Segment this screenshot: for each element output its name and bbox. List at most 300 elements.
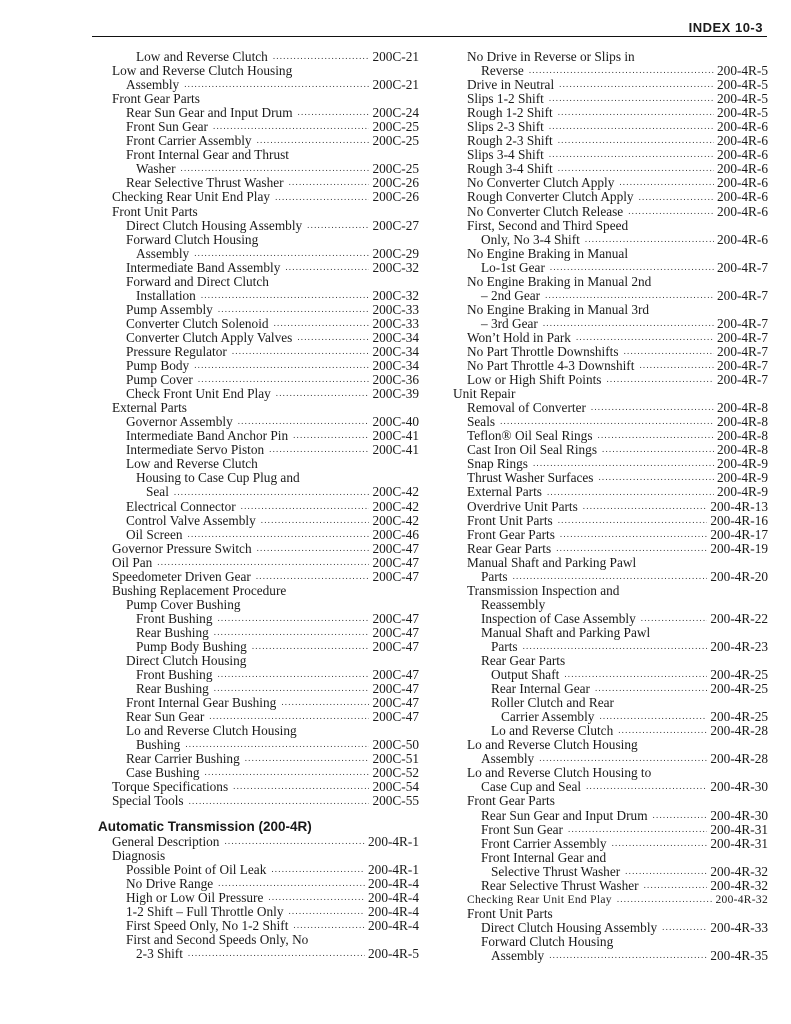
entry-title: Converter Clutch Apply Valves [126, 329, 293, 345]
entry-title: Rear Selective Thrust Washer [126, 175, 284, 191]
index-entry [126, 429, 419, 443]
dot-leader [653, 811, 708, 820]
dot-leader [500, 417, 714, 426]
dot-leader [188, 530, 370, 539]
entry-title: Rear Carrier Bushing [126, 751, 240, 767]
dot-leader [598, 431, 715, 440]
page-reference: 200C-47 [372, 638, 419, 654]
page-reference: 200C-25 [372, 133, 419, 149]
index-entry [126, 905, 419, 919]
entry-title: No Converter Clutch Apply [467, 175, 615, 191]
page-reference: 200-4R-9 [717, 470, 768, 486]
entry-title: Pressure Regulator [126, 343, 227, 359]
page-reference: 200C-47 [372, 681, 419, 697]
index-heading: Front Internal Gear and Thrust [126, 147, 289, 163]
page-reference: 200C-54 [372, 779, 419, 795]
dot-leader [618, 726, 707, 735]
index-entry [112, 794, 419, 808]
index-entry [467, 514, 768, 528]
page-reference: 200-4R-33 [710, 919, 768, 935]
entry-title: Case Cup and Seal [481, 779, 582, 795]
index-entry [126, 331, 419, 345]
dot-leader [558, 516, 708, 525]
dot-leader [181, 164, 370, 173]
page-reference: 200C-50 [372, 737, 419, 753]
page-reference: 200-4R-8 [717, 442, 768, 458]
page-reference: 200C-52 [372, 765, 419, 781]
entry-title: Assembly [126, 77, 180, 93]
index-entry [126, 877, 419, 891]
entry-title: Inspection of Case Assembly [481, 610, 636, 626]
page-reference: 200-4R-7 [717, 358, 768, 374]
entry-title: 2-3 Shift [136, 945, 183, 961]
index-heading: Front Internal Gear and [481, 849, 607, 865]
entry-title: General Description [112, 833, 220, 849]
index-heading: Rear Gear Parts [481, 653, 566, 669]
page-reference: 200-4R-31 [710, 835, 768, 851]
entry-title: Intermediate Servo Piston [126, 442, 265, 458]
index-entry [467, 485, 768, 499]
page-reference: 200C-34 [372, 329, 419, 345]
entry-title: Possible Point of Oil Leak [126, 861, 267, 877]
page-reference: 200C-47 [372, 610, 419, 626]
index-heading: Direct Clutch Housing [126, 653, 247, 669]
index-entry [126, 387, 419, 401]
page-reference: 200-4R-8 [717, 414, 768, 430]
entry-title: Governor Pressure Switch [112, 540, 252, 556]
entry-title: Low and Reverse Clutch [136, 49, 268, 64]
index-heading: Front Gear Parts [112, 91, 200, 107]
entry-title: Parts [491, 638, 518, 654]
page-reference: 200-4R-6 [717, 161, 768, 177]
dot-leader [174, 488, 370, 497]
entry-title: Installation [136, 287, 196, 303]
index-entry [467, 176, 768, 190]
dot-leader [559, 80, 714, 89]
page-reference: 200C-24 [372, 105, 419, 121]
page-reference: 200-4R-4 [368, 903, 419, 919]
dot-leader [612, 839, 708, 848]
entry-title: Lo and Reverse Clutch [491, 723, 614, 739]
index-heading: No Engine Braking in Manual 2nd [467, 273, 652, 289]
index-entry [467, 78, 768, 92]
page-reference: 200-4R-16 [710, 512, 768, 528]
dot-leader [189, 797, 370, 806]
page-reference: 200C-55 [372, 793, 419, 809]
index-entry [481, 780, 768, 794]
entry-title: Washer [136, 161, 176, 177]
index-entry [481, 921, 768, 935]
dot-leader [560, 530, 707, 539]
entry-title: Intermediate Band Anchor Pin [126, 428, 289, 444]
dot-leader [224, 837, 365, 846]
index-entry [136, 162, 419, 176]
dot-leader [274, 319, 370, 328]
dot-leader [533, 459, 714, 468]
index-heading: Lo and Reverse Clutch Housing [467, 737, 638, 753]
dot-leader [558, 164, 714, 173]
dot-leader [639, 361, 714, 370]
entry-title: Teflon® Oil Seal Rings [467, 428, 593, 444]
dot-leader [556, 544, 707, 553]
entry-title: Assembly [136, 245, 190, 261]
entry-title: Oil Pan [112, 554, 153, 570]
index-heading: First, Second and Third Speed [467, 217, 629, 233]
index-entry [481, 837, 768, 851]
page-reference: 200C-47 [372, 695, 419, 711]
entry-title: Rear Bushing [136, 624, 209, 640]
index-entry [126, 373, 419, 387]
page-reference: 200-4R-30 [710, 807, 768, 823]
page-reference: 200-4R-1 [368, 833, 419, 849]
index-heading: No Engine Braking in Manual 3rd [467, 301, 650, 317]
index-entry [481, 823, 768, 837]
dot-leader [628, 207, 714, 216]
entry-title: Converter Clutch Solenoid [126, 315, 269, 331]
header-rule [92, 36, 767, 37]
entry-title: Direct Clutch Housing Assembly [481, 919, 658, 935]
index-entry [126, 176, 419, 190]
page-reference: 200-4R-23 [710, 638, 768, 654]
index-heading: Front Unit Parts [467, 905, 553, 921]
dot-leader [624, 347, 714, 356]
entry-title: Intermediate Band Assembly [126, 259, 281, 275]
dot-leader [617, 895, 713, 904]
page-reference: 200C-41 [372, 428, 419, 444]
entry-title: Front Sun Gear [126, 119, 208, 135]
index-entry [481, 289, 768, 303]
dot-leader [213, 122, 369, 131]
page-reference: 200-4R-6 [717, 119, 768, 135]
index-heading: Transmission Inspection and [467, 582, 620, 598]
page-reference: 200-4R-1 [368, 861, 419, 877]
index-entry [467, 373, 768, 387]
index-entry [467, 120, 768, 134]
index-entry [126, 514, 419, 528]
entry-title: Assembly [481, 751, 535, 767]
page-reference: 200-4R-6 [717, 133, 768, 149]
index-column-left [98, 49, 419, 961]
dot-leader [256, 572, 370, 581]
page-reference: 200-4R-32 [710, 877, 768, 893]
dot-leader [281, 698, 369, 707]
page-reference: 200-4R-32 [715, 893, 768, 906]
index-heading: Forward and Direct Clutch [126, 273, 269, 289]
entry-title: Snap Rings [467, 456, 528, 472]
dot-leader [198, 375, 370, 384]
section-heading: Automatic Transmission (200-4R) [98, 818, 312, 834]
entry-title: Direct Clutch Housing Assembly [126, 217, 303, 233]
entry-title: Assembly [491, 948, 545, 963]
index-entry [136, 50, 419, 64]
index-entry [491, 949, 768, 963]
page-reference: 200C-47 [372, 709, 419, 725]
page-reference: 200C-40 [372, 414, 419, 430]
page-reference: 200C-47 [372, 624, 419, 640]
entry-title: Slips 1-2 Shift [467, 91, 544, 107]
index-entry [126, 219, 419, 233]
page-header: INDEX 10-3 [688, 20, 763, 35]
dot-leader [218, 879, 365, 888]
index-heading: Low and Reverse Clutch Housing [112, 63, 293, 79]
dot-leader [606, 375, 714, 384]
index-entry [481, 809, 768, 823]
entry-title: Front Unit Parts [467, 512, 553, 528]
entry-title: Checking Rear Unit End Play [467, 893, 612, 906]
dot-leader [549, 951, 707, 960]
entry-title: Front Internal Gear Bushing [126, 695, 277, 711]
index-entry [126, 443, 419, 457]
index-heading: No Drive in Reverse or Slips in [467, 49, 635, 64]
page-reference: 200C-36 [372, 372, 419, 388]
index-entry [136, 289, 419, 303]
page-reference: 200-4R-5 [368, 945, 419, 961]
dot-leader [591, 403, 714, 412]
entry-title: No Converter Clutch Release [467, 203, 624, 219]
page-reference: 200-4R-31 [710, 821, 768, 837]
page-reference: 200-4R-9 [717, 456, 768, 472]
dot-leader [245, 754, 370, 763]
entry-title: Rear Bushing [136, 681, 209, 697]
page-reference: 200-4R-7 [717, 259, 768, 275]
dot-leader [599, 712, 707, 721]
entry-title: Oil Screen [126, 526, 183, 542]
index-entry [467, 92, 768, 106]
index-entry [136, 640, 419, 654]
index-entry [467, 205, 768, 219]
dot-leader [549, 122, 714, 131]
index-entry [136, 626, 419, 640]
index-entry [467, 162, 768, 176]
dot-leader [307, 221, 369, 230]
index-entry [491, 640, 768, 654]
index-heading: Unit Repair [453, 386, 516, 402]
index-entry [467, 528, 768, 542]
index-heading: Housing to Case Cup Plug and [136, 470, 300, 486]
dot-leader [271, 865, 365, 874]
dot-leader [558, 136, 714, 145]
index-heading: Lo and Reverse Clutch Housing to [467, 765, 652, 781]
dot-leader [276, 389, 370, 398]
page-reference: 200-4R-25 [710, 709, 768, 725]
index-entry [136, 738, 419, 752]
index-entry [467, 542, 768, 556]
page-reference: 200C-51 [372, 751, 419, 767]
index-entry [112, 570, 419, 584]
dot-leader [550, 263, 714, 272]
index-heading: External Parts [112, 400, 187, 416]
entry-title: Front Carrier Assembly [126, 133, 252, 149]
page-reference: 200-4R-8 [717, 400, 768, 416]
entry-title: Speedometer Driven Gear [112, 568, 251, 584]
index-entry [126, 752, 419, 766]
page-reference: 200-4R-6 [717, 175, 768, 191]
index-entry [467, 457, 768, 471]
index-entry [467, 106, 768, 120]
dot-leader [252, 642, 370, 651]
page-reference: 200C-26 [372, 189, 419, 205]
index-heading: Lo and Reverse Clutch Housing [126, 723, 297, 739]
page-reference: 200C-25 [372, 161, 419, 177]
dot-leader [293, 921, 365, 930]
entry-title: Slips 2-3 Shift [467, 119, 544, 135]
dot-leader [543, 319, 714, 328]
entry-title: Seals [467, 414, 496, 430]
page-reference: 200C-34 [372, 343, 419, 359]
entry-title: Carrier Assembly [501, 709, 595, 725]
entry-title: – 2nd Gear [481, 287, 541, 303]
index-entry [112, 542, 419, 556]
index-entry [136, 947, 419, 961]
entry-title: Pump Assembly [126, 301, 213, 317]
page-reference: 200C-27 [372, 217, 419, 233]
dot-leader [289, 178, 370, 187]
index-entry [126, 134, 419, 148]
page-reference: 200-4R-5 [717, 77, 768, 93]
page-reference: 200-4R-7 [717, 315, 768, 331]
entry-title: Selective Thrust Washer [491, 863, 621, 879]
dot-leader [662, 923, 707, 932]
index-entry [467, 893, 768, 907]
index-entry [467, 500, 768, 514]
dot-leader [275, 193, 369, 202]
entry-title: Pump Body Bushing [136, 638, 247, 654]
entry-title: Lo-1st Gear [481, 259, 545, 275]
page-reference: 200-4R-25 [710, 681, 768, 697]
index-entry [481, 752, 768, 766]
index-entry [481, 64, 768, 78]
page-reference: 200-4R-6 [717, 189, 768, 205]
entry-title: Front Sun Gear [481, 821, 563, 837]
entry-title: Governor Assembly [126, 414, 233, 430]
page-reference: 200C-21 [372, 49, 419, 64]
page-reference: 200-4R-7 [717, 329, 768, 345]
dot-leader [268, 893, 365, 902]
page-reference: 200-4R-4 [368, 875, 419, 891]
entry-title: Rear Sun Gear and Input Drum [126, 105, 293, 121]
dot-leader [545, 291, 714, 300]
index-entry [481, 317, 768, 331]
index-entry [481, 261, 768, 275]
page-reference: 200-4R-6 [717, 231, 768, 247]
index-entry [136, 668, 419, 682]
entry-title: Case Bushing [126, 765, 200, 781]
page-reference: 200-4R-6 [717, 203, 768, 219]
index-entry [467, 401, 768, 415]
index-entry [481, 233, 768, 247]
page-reference: 200C-47 [372, 540, 419, 556]
entry-title: Rear Internal Gear [491, 681, 590, 697]
page-reference: 200C-42 [372, 484, 419, 500]
page-reference: 200C-33 [372, 301, 419, 317]
entry-title: Front Bushing [136, 610, 213, 626]
page-reference: 200-4R-28 [710, 751, 768, 767]
index-entry [136, 247, 419, 261]
dot-leader [549, 94, 714, 103]
dot-leader [513, 572, 708, 581]
page-reference: 200C-47 [372, 667, 419, 683]
index-entry [467, 190, 768, 204]
entry-title: Front Gear Parts [467, 526, 555, 542]
index-heading: Front Unit Parts [112, 203, 198, 219]
page-reference: 200-4R-32 [710, 863, 768, 879]
dot-leader [576, 333, 714, 342]
dot-leader [217, 614, 369, 623]
index-entry [146, 485, 419, 499]
index-entry [467, 331, 768, 345]
entry-title: Rear Gear Parts [467, 540, 552, 556]
dot-leader [273, 52, 370, 61]
entry-title: Slips 3-4 Shift [467, 147, 544, 163]
page-reference: 200-4R-19 [710, 540, 768, 556]
index-heading: First and Second Speeds Only, No [126, 931, 309, 947]
index-entry [126, 415, 419, 429]
index-entry [491, 682, 768, 696]
index-entry [501, 710, 768, 724]
index-entry [126, 120, 419, 134]
dot-leader [558, 108, 714, 117]
index-heading: Pump Cover Bushing [126, 596, 241, 612]
dot-leader [233, 782, 369, 791]
entry-title: External Parts [467, 484, 542, 500]
dot-leader [241, 502, 370, 511]
dot-leader [539, 754, 707, 763]
dot-leader [619, 178, 714, 187]
dot-leader [217, 670, 369, 679]
dot-leader [564, 670, 707, 679]
dot-leader [298, 108, 370, 117]
page-reference: 200C-29 [372, 245, 419, 261]
page-reference: 200-4R-7 [717, 343, 768, 359]
entry-title: Pump Body [126, 358, 190, 374]
entry-title: Pump Cover [126, 372, 193, 388]
index-entry [112, 780, 419, 794]
dot-leader [644, 881, 708, 890]
entry-title: Special Tools [112, 793, 184, 809]
index-entry [136, 682, 419, 696]
entry-title: Won’t Hold in Park [467, 329, 571, 345]
entry-title: Rear Sun Gear and Input Drum [481, 807, 648, 823]
index-heading: Bushing Replacement Procedure [112, 582, 287, 598]
page-reference: 200-4R-6 [717, 147, 768, 163]
index-entry [126, 710, 419, 724]
index-column-right [453, 49, 768, 963]
index-heading: Diagnosis [112, 847, 166, 863]
entry-title: Torque Specifications [112, 779, 229, 795]
dot-leader [214, 684, 370, 693]
dot-leader [257, 544, 370, 553]
index-entry [112, 835, 419, 849]
dot-leader [598, 473, 714, 482]
page-reference: 200-4R-7 [717, 372, 768, 388]
index-heading: Forward Clutch Housing [126, 231, 259, 247]
page-reference: 200-4R-13 [710, 498, 768, 514]
index-entry [467, 345, 768, 359]
index-entry [467, 471, 768, 485]
entry-title: Rear Selective Thrust Washer [481, 877, 639, 893]
index-entry [136, 612, 419, 626]
page-reference: 200C-46 [372, 526, 419, 542]
entry-title: Only, No 3-4 Shift [481, 231, 580, 247]
page-reference: 200-4R-30 [710, 779, 768, 795]
dot-leader [185, 740, 369, 749]
dot-leader [194, 249, 369, 258]
index-entry [467, 148, 768, 162]
page-reference: 200-4R-25 [710, 667, 768, 683]
index-entry [112, 556, 419, 570]
index-heading: Roller Clutch and Rear [491, 695, 614, 711]
entry-title: Rough 2-3 Shift [467, 133, 553, 149]
